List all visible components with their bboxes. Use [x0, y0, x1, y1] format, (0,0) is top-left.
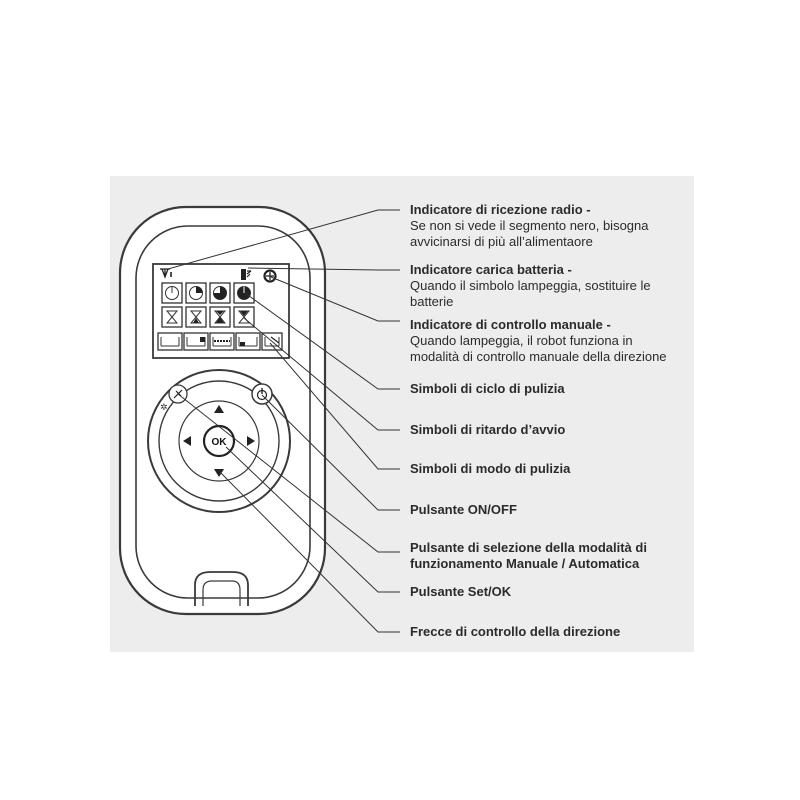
ok-text: OK — [211, 437, 227, 448]
label-mode-select: Pulsante di selezione della modalità di funzionamento Manuale / Automatica — [410, 540, 647, 571]
lcd-display — [153, 264, 289, 358]
manual-control-icon — [265, 271, 276, 282]
cleaning-mode-symbols — [158, 333, 282, 350]
label-set-ok: Pulsante Set/OK — [410, 584, 512, 599]
label-cleaning-mode: Simboli di modo di pulizia — [410, 461, 571, 476]
label-manual-indicator: Indicatore di controllo manuale - Quando lampeggia, il robot funziona in modalità di controllo manuale della direzione — [410, 317, 667, 364]
control-pad — [148, 370, 290, 512]
label-cleaning-cycle: Simboli di ciclo di pulizia — [410, 381, 565, 396]
label-direction-arrows: Frecce di controllo della direzione — [410, 624, 621, 639]
label-battery-indicator: Indicatore carica batteria - Quando il simbolo lampeggia, sostituire le batterie — [410, 262, 651, 309]
fan-icon: ✲ — [160, 403, 168, 413]
label-start-delay: Simboli di ritardo d’avvio — [410, 422, 566, 437]
label-on-off: Pulsante ON/OFF — [410, 502, 517, 517]
label-radio-indicator: Indicatore di ricezione radio - Se non si vede il segmento nero, bisogna avvicinarsi di più all’alimentaore — [410, 202, 649, 249]
